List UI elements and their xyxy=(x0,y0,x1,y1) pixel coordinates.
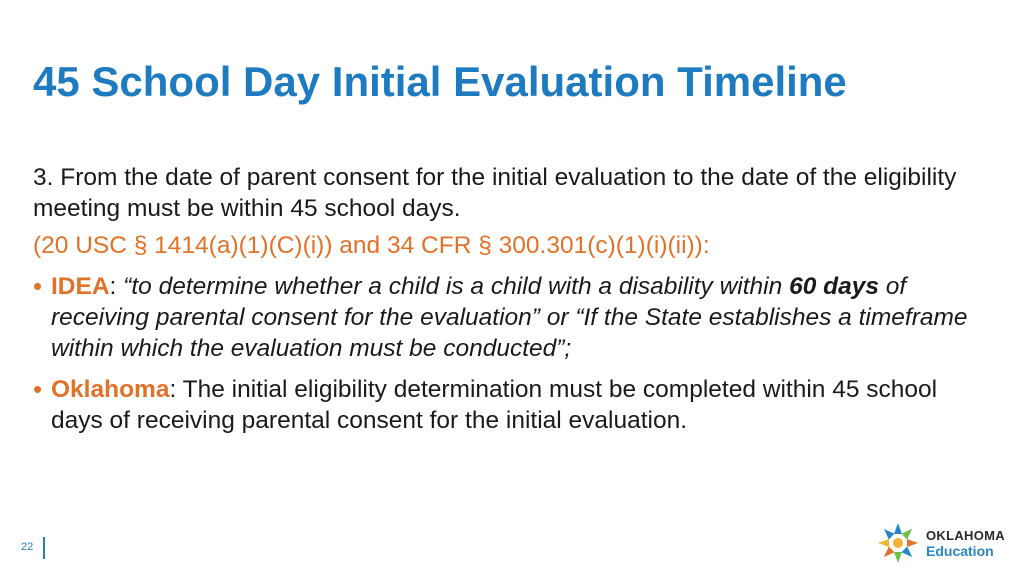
intro-paragraph: 3. From the date of parent consent for the initial evaluation to the date of the eligibility meeting must be within 45 school days. xyxy=(33,164,957,222)
idea-quote-part-b: of receiving parental consent for the evaluation” or “If the State establishes a timeframe within which the evaluation must be conducted”; xyxy=(51,273,968,362)
bullet-idea xyxy=(33,271,981,364)
bullet-separator: : xyxy=(169,376,183,403)
slide-title: 45 School Day Initial Evaluation Timeline xyxy=(33,58,847,105)
logo-text-education: Education xyxy=(926,543,994,559)
idea-quote-part-a: “to determine whether a child is a child with a disability within xyxy=(123,273,790,300)
oklahoma-education-logo xyxy=(876,520,1011,566)
bullet-oklahoma xyxy=(33,374,981,436)
oklahoma-text: The initial eligibility determination must be completed within 45 school days of receiving parental consent for the initial evaluation. xyxy=(51,376,938,434)
legal-citation: (20 USC § 1414(a)(1)(C)(i)) and 34 CFR § 300.301(c)(1)(i)(ii)): xyxy=(33,232,710,259)
bullet-icon: • xyxy=(33,374,43,404)
logo-text-oklahoma: OKLAHOMA xyxy=(926,528,1005,543)
bullet-separator: : xyxy=(109,273,124,300)
logo-star-icon xyxy=(876,520,920,566)
page-number: 22 xyxy=(21,541,34,553)
idea-quote-emphasis: 60 days xyxy=(789,273,879,300)
bullet-label-idea: IDEA xyxy=(51,273,110,300)
bullet-icon: • xyxy=(33,271,43,301)
bullet-label-oklahoma: Oklahoma xyxy=(51,376,170,403)
footer-divider xyxy=(43,537,45,559)
slide-body xyxy=(33,162,993,446)
